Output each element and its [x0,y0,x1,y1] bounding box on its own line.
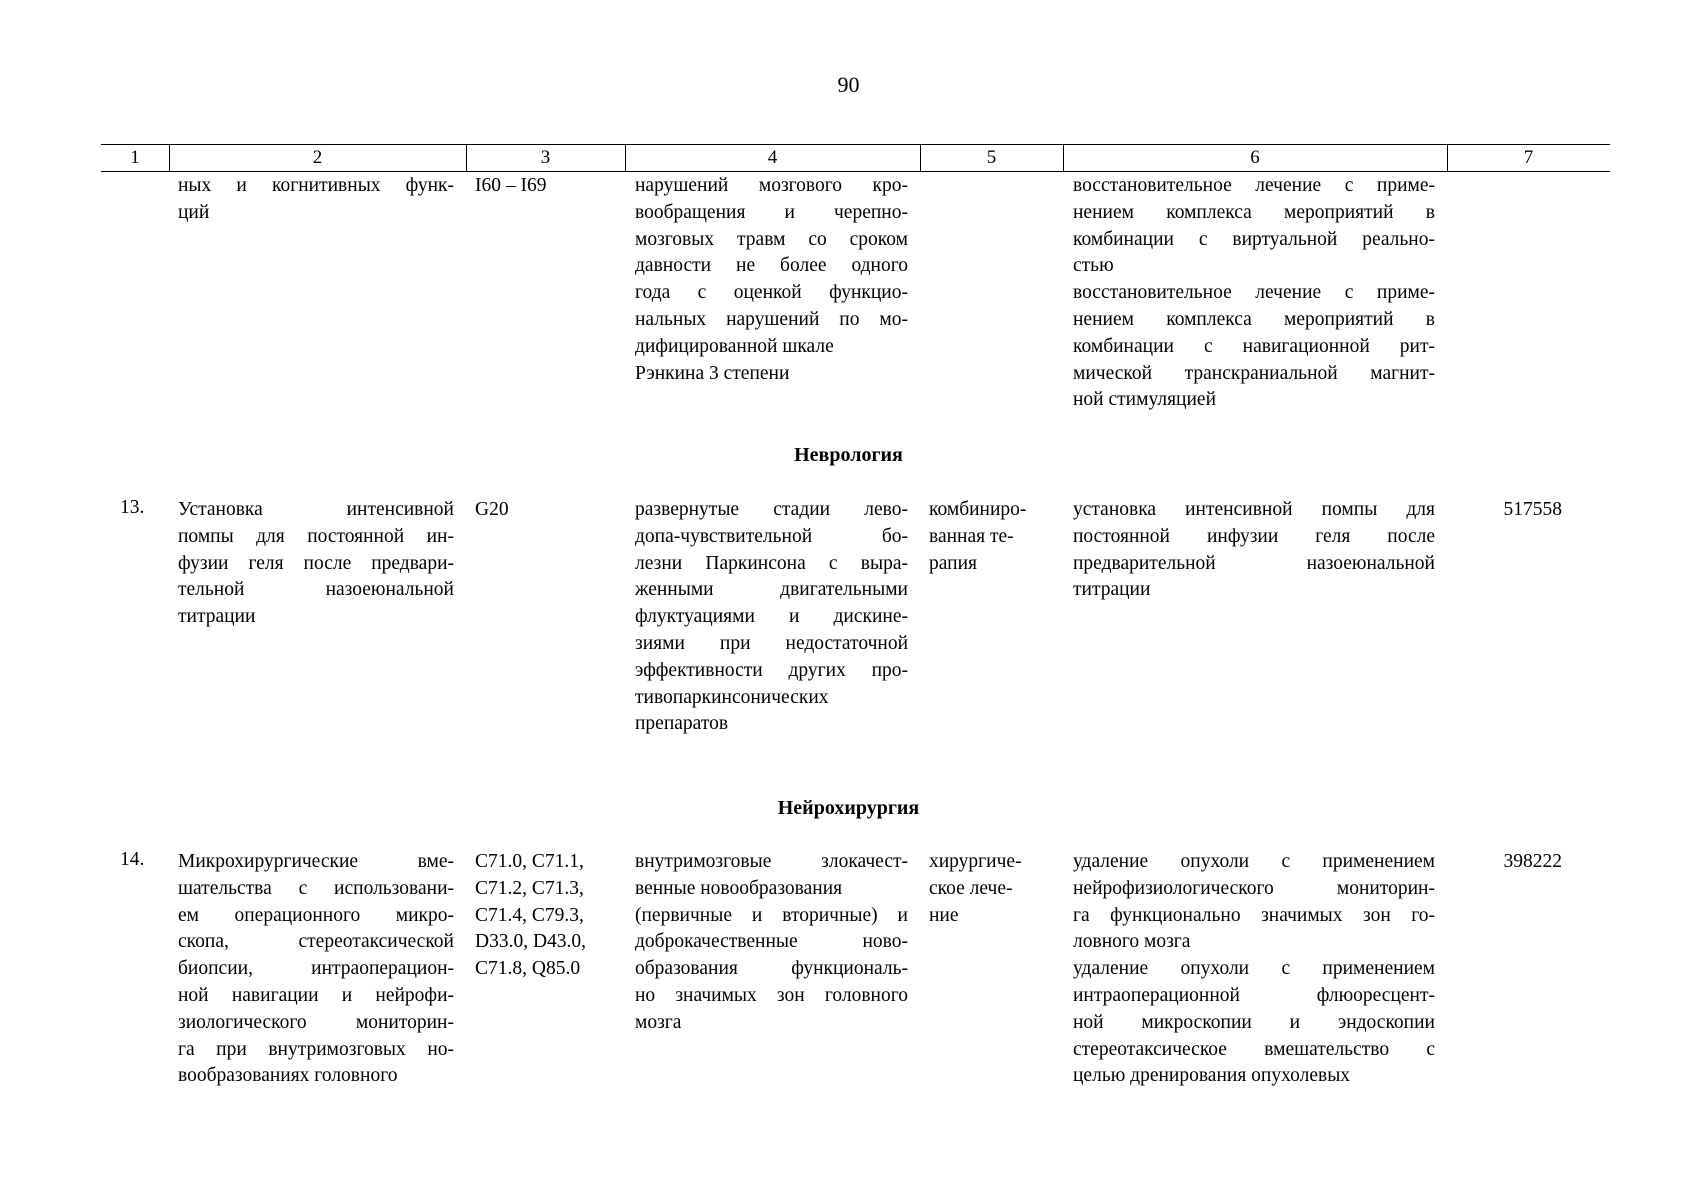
text-line: комбиниро- [929,499,1027,520]
text-line: нением комплекса мероприятий в [1073,201,1435,223]
text-line: препаратов [635,713,729,735]
text-line: нарушений мозгового кро- [635,175,908,196]
text-line: титрации [1073,579,1151,601]
text-line: интраоперационной флюоресцент- [1073,984,1435,1006]
row13-col3-codes [475,497,613,524]
cont-col6-text [1073,173,1435,414]
text-line: нальных нарушений по мо- [635,308,908,330]
text-line: давности не более одного [635,255,908,277]
text-line: тивопаркинсонических [635,686,829,708]
text-line: C71.8, Q85.0 [475,958,581,980]
text-line: ной стимуляцией [1073,389,1217,411]
text-line: мозговых травм со сроком [635,228,908,250]
text-line: зиями при недостаточной [635,632,908,654]
text-line: предварительной назоеюнальной [1073,552,1435,574]
row13-col2-text [178,497,454,631]
cont-col4-text [635,173,908,387]
text-line: флуктуациями и дискине- [635,606,908,628]
text-line: ние [929,904,959,926]
text-line: нением комплекса мероприятий в [1073,308,1435,330]
text-line: D33.0, D43.0, [475,931,587,953]
text-line: венные новообразования [635,877,843,899]
text-line: комбинации с навигационной рит- [1073,335,1435,357]
text-line: женными двигательными [635,579,908,601]
text-line: вообращения и черепно- [635,201,908,223]
text-line: хирургиче- [929,851,1022,872]
text-line: внутримозговые злокачест- [635,851,908,872]
text-line: Установка интенсивной [178,499,454,520]
text-line: га при внутримозговых но- [178,1038,454,1060]
text-line: года с оценкой функцио- [635,282,908,304]
text-line: C71.4, C79.3, [475,904,584,926]
cont-col2-text [178,173,454,227]
text-line: тельной назоеюнальной [178,579,454,601]
text-line: помпы для постоянной ин- [178,525,454,547]
section-heading-neurosurgery: Нейрохирургия [777,797,920,819]
text-line: биопсии, интраоперацион- [178,958,454,980]
row13-number: 13. [120,497,145,518]
text-line: удаление опухоли с применением [1073,958,1435,980]
text-line: комбинации с виртуальной реально- [1073,228,1435,250]
row14-col2-text [178,849,454,1090]
text-line: доброкачественные ново- [635,931,908,953]
text-line: эффективности других про- [635,659,908,681]
text-line: Микрохирургические вме- [178,851,454,872]
text-line: восстановительное лечение с приме- [1073,282,1435,304]
page-number: 90 [837,72,860,97]
text-line: ловного мозга [1073,931,1191,953]
text-line: допа-чувствительной бо- [635,525,908,547]
header-col-3: 3 [540,147,551,168]
row14-col4-text [635,849,908,1037]
text-line: га функционально значимых зон го- [1073,904,1435,926]
text-line: титрации [178,606,256,628]
header-col-4: 4 [767,147,778,168]
cont-col3-codes [475,173,613,200]
text-line: ной микроскопии и эндоскопии [1073,1011,1435,1033]
text-line: C71.0, C71.1, [475,851,584,872]
row14-col7-value: 398222 [1503,851,1562,872]
text-line: целью дренирования опухолевых [1073,1065,1351,1087]
text-line: установка интенсивной помпы для [1073,499,1435,520]
text-line: C71.2, C71.3, [475,877,584,899]
header-col-6: 6 [1250,147,1260,168]
row14-number: 14. [120,849,145,870]
header-col-5: 5 [986,147,997,168]
text-line: ванная те- [929,525,1014,547]
text-line: ское лече- [929,877,1013,899]
header-col-1: 1 [130,147,140,168]
table-header-row [101,144,1610,172]
row13-col7-value: 517558 [1503,499,1562,520]
text-line: мической транскраниальной магнит- [1073,362,1435,384]
text-line: стью [1073,255,1114,277]
row13-col5-text [929,497,1045,577]
text-line: ций [178,201,210,223]
text-line: рапия [929,552,977,574]
text-line: зиологического мониторин- [178,1011,454,1033]
text-line: шательства с использовани- [178,877,454,899]
text-line: G20 [475,499,509,520]
text-line: мозга [635,1011,682,1033]
row14-col3-codes [475,849,613,983]
text-line: скопа, стереотаксической [178,931,454,953]
text-line: лезни Паркинсона с выра- [635,552,908,574]
row14-col6-text [1073,849,1435,1090]
text-line: восстановительное лечение с приме- [1073,175,1435,196]
row14-col5-text [929,849,1045,929]
text-line: стереотаксическое вмешательство с [1073,1038,1435,1060]
text-line: образования функциональ- [635,958,908,980]
text-line: нейрофизиологического мониторин- [1073,877,1435,899]
row13-col4-text [635,497,908,738]
header-col-2: 2 [312,147,323,168]
text-line: ем операционного микро- [178,904,454,926]
text-line: (первичные и вторичные) и [635,904,908,926]
text-line: но значимых зон головного [635,984,908,1006]
text-line: вообразованиях головного [178,1065,398,1087]
text-line: удаление опухоли с применением [1073,851,1435,872]
section-heading-neurology: Неврология [794,444,903,466]
text-line: дифицированной шкале [635,335,834,357]
text-line: постоянной инфузии геля после [1073,525,1435,547]
text-line: развернутые стадии лево- [635,499,908,520]
text-line: I60 – I69 [475,175,547,196]
text-line: ных и когнитивных функ- [178,175,454,196]
text-line: ной навигации и нейрофи- [178,984,454,1006]
row13-col6-text [1073,497,1435,604]
header-col-7: 7 [1523,147,1534,168]
text-line: Рэнкина 3 степени [635,362,790,384]
text-line: фузии геля после предвари- [178,552,454,574]
